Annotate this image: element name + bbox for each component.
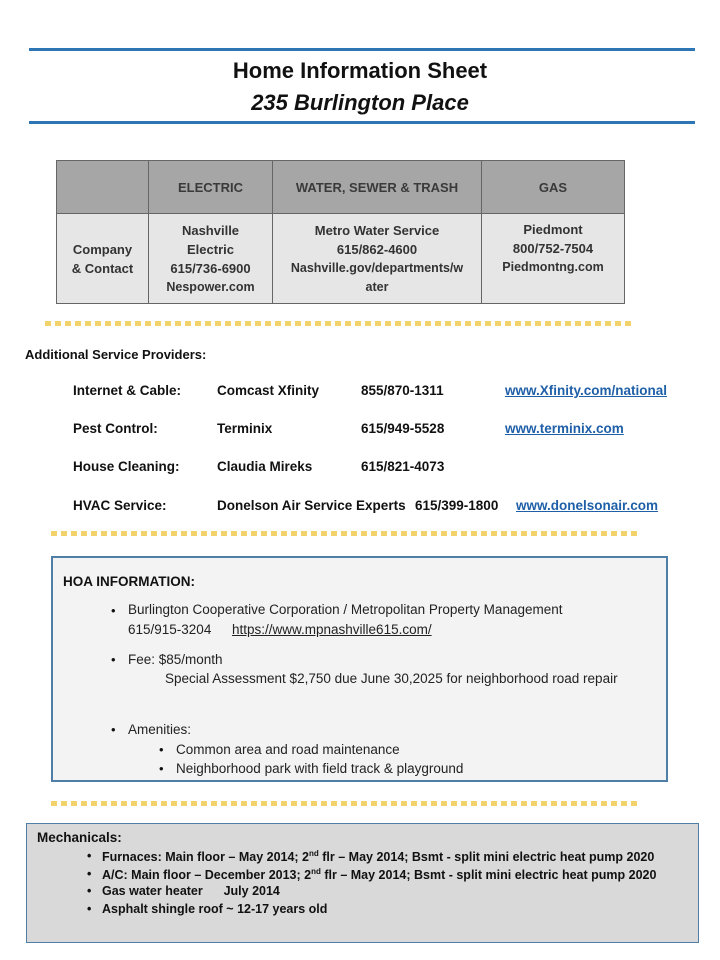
provider-website-link[interactable]: www.Xfinity.com/national bbox=[505, 383, 668, 398]
provider-phone: 615/399-1800 bbox=[415, 498, 499, 513]
mechanicals-box bbox=[26, 823, 699, 943]
header-bottom-rule bbox=[29, 121, 695, 124]
divider-dots-1 bbox=[45, 321, 635, 326]
utilities-table bbox=[56, 160, 625, 304]
property-address: 235 Burlington Place bbox=[251, 90, 469, 115]
gas-phone: 800/752-7504 bbox=[512, 241, 594, 256]
electric-name-line1: Nashville bbox=[181, 222, 240, 238]
bullet-icon: • bbox=[87, 902, 92, 916]
gas-name: Piedmont bbox=[523, 222, 583, 237]
row-label-line1: Company bbox=[72, 241, 133, 257]
provider-website-link[interactable]: www.terminix.com bbox=[505, 421, 624, 436]
provider-website-link[interactable]: www.donelsonair.com bbox=[516, 498, 659, 513]
provider-phone: 855/870-1311 bbox=[361, 383, 444, 398]
water-phone: 615/862-4600 bbox=[336, 241, 418, 257]
hoa-information-box bbox=[51, 556, 668, 782]
bullet-icon: • bbox=[87, 849, 92, 863]
divider-dots-2 bbox=[51, 531, 641, 536]
provider-company: Terminix bbox=[217, 421, 273, 436]
gas-website: Piedmontng.com bbox=[502, 260, 604, 274]
divider-dots-3 bbox=[51, 801, 641, 806]
bullet-icon: • bbox=[111, 603, 116, 618]
mechanicals-water-heater: Gas water heater July 2014 bbox=[102, 884, 280, 898]
header-top-rule bbox=[29, 48, 695, 51]
utilities-header-gas: GAS bbox=[482, 161, 625, 214]
utilities-header-row bbox=[57, 161, 625, 214]
provider-category: Internet & Cable: bbox=[73, 383, 182, 398]
utilities-contact-row bbox=[57, 214, 625, 304]
utilities-header-water: WATER, SEWER & TRASH bbox=[273, 161, 482, 214]
provider-phone: 615/821-4073 bbox=[361, 459, 445, 474]
mechanicals-title: Mechanicals: bbox=[37, 830, 122, 845]
electric-cell bbox=[149, 214, 273, 304]
provider-company: Comcast Xfinity bbox=[217, 383, 320, 398]
hoa-special-assessment: Special Assessment $2,750 due June 30,2025 for neighborhood road repair bbox=[165, 671, 618, 686]
bullet-icon: • bbox=[159, 761, 164, 776]
bullet-icon: • bbox=[111, 652, 116, 667]
provider-company: Claudia Mireks bbox=[217, 459, 313, 474]
hoa-organization: Burlington Cooperative Corporation / Metropolitan Property Management bbox=[128, 602, 563, 617]
hoa-amenities-label: Amenities: bbox=[128, 722, 192, 737]
hoa-amenity: Neighborhood park with field track & playground bbox=[176, 761, 464, 776]
hoa-phone: 615/915-3204 bbox=[128, 622, 212, 637]
water-website-line1: Nashville.gov/departments/w bbox=[290, 260, 464, 275]
electric-website: Nespower.com bbox=[166, 279, 255, 294]
water-name: Metro Water Service bbox=[314, 222, 440, 238]
hoa-amenity: Common area and road maintenance bbox=[176, 742, 400, 757]
hoa-website-link[interactable]: https://www.mpnashville615.com/ bbox=[232, 622, 432, 637]
electric-name-line2: Electric bbox=[187, 241, 234, 257]
bullet-icon: • bbox=[159, 742, 164, 757]
hoa-title: HOA INFORMATION: bbox=[63, 574, 195, 589]
provider-company: Donelson Air Service Experts bbox=[217, 498, 406, 513]
mechanicals-furnaces: Furnaces: Main floor – May 2014; 2nd flr – May 2014; Bsmt - split mini electric heat pump 2020 bbox=[102, 849, 655, 865]
provider-category: House Cleaning: bbox=[73, 459, 180, 474]
electric-phone: 615/736-6900 bbox=[170, 260, 251, 276]
mechanicals-ac: A/C: Main floor – December 2013; 2nd flr – May 2014; Bsmt - split mini electric heat pump 2020 bbox=[102, 867, 657, 883]
hoa-fee: Fee: $85/month bbox=[128, 652, 223, 667]
row-label-line2: & Contact bbox=[71, 260, 134, 276]
water-cell bbox=[273, 214, 482, 304]
provider-category: Pest Control: bbox=[73, 421, 158, 436]
page-title: Home Information Sheet bbox=[232, 58, 488, 83]
utilities-header-blank bbox=[57, 161, 149, 214]
utilities-row-label bbox=[57, 214, 149, 304]
gas-cell bbox=[482, 214, 625, 304]
provider-category: HVAC Service: bbox=[73, 498, 167, 513]
provider-phone: 615/949-5528 bbox=[361, 421, 445, 436]
bullet-icon: • bbox=[111, 722, 116, 737]
utilities-header-electric: ELECTRIC bbox=[149, 161, 273, 214]
water-website-line2: ater bbox=[365, 279, 389, 294]
bullet-icon: • bbox=[87, 867, 92, 881]
mechanicals-roof: Asphalt shingle roof ~ 12-17 years old bbox=[102, 902, 328, 916]
additional-providers-heading: Additional Service Providers: bbox=[25, 347, 207, 362]
bullet-icon: • bbox=[87, 884, 92, 898]
